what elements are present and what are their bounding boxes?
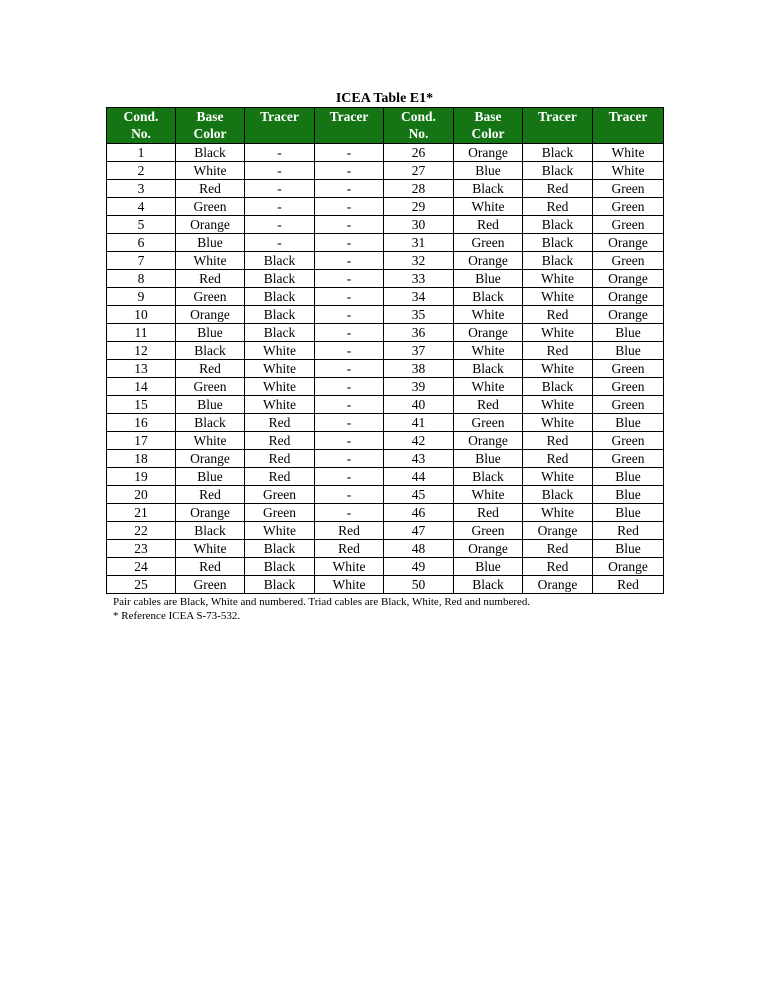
table-cell: Red <box>523 342 593 360</box>
table-cell: Red <box>245 414 315 432</box>
table-cell: 3 <box>107 180 176 198</box>
table-cell: Green <box>593 252 664 270</box>
table-cell: Blue <box>176 324 245 342</box>
table-cell: - <box>315 468 384 486</box>
table-cell: 40 <box>384 396 454 414</box>
table-cell: Orange <box>454 324 523 342</box>
table-cell: White <box>523 468 593 486</box>
table-cell: Green <box>593 396 664 414</box>
table-row <box>107 504 664 522</box>
table-cell: - <box>315 198 384 216</box>
column-header <box>245 108 315 144</box>
table-cell: Red <box>176 558 245 576</box>
column-header <box>384 108 454 144</box>
table-cell: 50 <box>384 576 454 594</box>
table-cell: Black <box>523 378 593 396</box>
table-cell: White <box>176 540 245 558</box>
table-row <box>107 342 664 360</box>
table-cell: Green <box>593 432 664 450</box>
table-row <box>107 414 664 432</box>
header-row <box>107 108 664 144</box>
column-header <box>523 108 593 144</box>
table-cell: 35 <box>384 306 454 324</box>
table-cell: 16 <box>107 414 176 432</box>
table-cell: - <box>315 306 384 324</box>
table-cell: Black <box>454 576 523 594</box>
table-cell: Green <box>454 522 523 540</box>
column-header-line: No. <box>408 126 429 141</box>
table-cell: Blue <box>454 558 523 576</box>
table-cell: Red <box>454 216 523 234</box>
table-cell: White <box>593 144 664 162</box>
table-cell: Green <box>593 360 664 378</box>
color-code-table <box>106 107 664 594</box>
table-cell: White <box>315 558 384 576</box>
table-cell: 36 <box>384 324 454 342</box>
table-cell: Red <box>245 468 315 486</box>
table-cell: - <box>245 162 315 180</box>
table-cell: - <box>315 234 384 252</box>
table-cell: White <box>523 504 593 522</box>
table-cell: Orange <box>454 144 523 162</box>
table-cell: 5 <box>107 216 176 234</box>
table-cell: - <box>315 270 384 288</box>
table-cell: - <box>315 414 384 432</box>
table-cell: Green <box>593 216 664 234</box>
table-cell: Orange <box>593 270 664 288</box>
table-cell: Red <box>593 522 664 540</box>
table-cell: Blue <box>176 234 245 252</box>
table-cell: Green <box>176 288 245 306</box>
table-row <box>107 540 664 558</box>
table-row <box>107 234 664 252</box>
table-cell: Green <box>454 234 523 252</box>
column-header <box>593 108 664 144</box>
table-cell: - <box>315 450 384 468</box>
table-cell: White <box>245 522 315 540</box>
table-cell: Orange <box>454 432 523 450</box>
table-cell: 48 <box>384 540 454 558</box>
table-cell: White <box>245 396 315 414</box>
column-header-line: Base <box>196 109 224 124</box>
column-header-line: Tracer <box>538 109 577 124</box>
table-cell: 6 <box>107 234 176 252</box>
table-cell: Orange <box>176 504 245 522</box>
table-cell: Red <box>454 504 523 522</box>
table-cell: Blue <box>176 396 245 414</box>
table-cell: Green <box>593 378 664 396</box>
column-header-line: Tracer <box>260 109 299 124</box>
table-cell: 30 <box>384 216 454 234</box>
table-cell: - <box>315 324 384 342</box>
table-cell: White <box>454 306 523 324</box>
table-cell: Red <box>523 180 593 198</box>
table-cell: 27 <box>384 162 454 180</box>
table-cell: 23 <box>107 540 176 558</box>
table-cell: Blue <box>593 342 664 360</box>
table-cell: Red <box>176 180 245 198</box>
table-row <box>107 288 664 306</box>
table-row <box>107 306 664 324</box>
table-cell: Black <box>523 216 593 234</box>
column-header <box>454 108 523 144</box>
table-row <box>107 144 664 162</box>
table-cell: 26 <box>384 144 454 162</box>
table-cell: 2 <box>107 162 176 180</box>
table-cell: 45 <box>384 486 454 504</box>
table-cell: Red <box>593 576 664 594</box>
table-cell: White <box>245 360 315 378</box>
table-cell: - <box>315 288 384 306</box>
table-cell: 32 <box>384 252 454 270</box>
column-header-line: Cond. <box>401 109 436 124</box>
table-cell: Orange <box>593 558 664 576</box>
table-cell: Black <box>176 342 245 360</box>
column-header-line: Tracer <box>329 109 369 124</box>
column-header-line: Color <box>471 126 505 141</box>
table-cell: Blue <box>593 468 664 486</box>
table-cell: 25 <box>107 576 176 594</box>
table-row <box>107 162 664 180</box>
table-cell: 12 <box>107 342 176 360</box>
table-cell: White <box>523 360 593 378</box>
column-header-line: No. <box>131 126 151 141</box>
table-cell: 33 <box>384 270 454 288</box>
table-cell: Red <box>454 396 523 414</box>
table-cell: Black <box>454 180 523 198</box>
table-cell: - <box>315 432 384 450</box>
table-cell: Red <box>245 432 315 450</box>
table-row <box>107 324 664 342</box>
table-cell: 11 <box>107 324 176 342</box>
table-row <box>107 450 664 468</box>
table-cell: Red <box>523 558 593 576</box>
table-cell: White <box>315 576 384 594</box>
table-cell: 34 <box>384 288 454 306</box>
table-row <box>107 486 664 504</box>
column-header-line: Tracer <box>608 109 648 124</box>
table-cell: Orange <box>176 306 245 324</box>
table-cell: 1 <box>107 144 176 162</box>
table-cell: Orange <box>523 522 593 540</box>
table-cell: Orange <box>593 288 664 306</box>
table-cell: Black <box>245 270 315 288</box>
table-cell: 20 <box>107 486 176 504</box>
table-cell: Green <box>593 180 664 198</box>
table-cell: White <box>593 162 664 180</box>
table-cell: Red <box>523 540 593 558</box>
table-cell: 43 <box>384 450 454 468</box>
table-cell: Green <box>245 504 315 522</box>
table-cell: Black <box>245 288 315 306</box>
table-cell: 19 <box>107 468 176 486</box>
table-cell: White <box>176 252 245 270</box>
table-cell: Blue <box>454 270 523 288</box>
table-cell: 46 <box>384 504 454 522</box>
table-cell: Blue <box>593 324 664 342</box>
table-cell: White <box>176 432 245 450</box>
table-cell: - <box>245 216 315 234</box>
table-cell: - <box>245 180 315 198</box>
table-cell: White <box>245 378 315 396</box>
table-cell: White <box>454 342 523 360</box>
table-body <box>107 144 664 594</box>
table-cell: Black <box>176 522 245 540</box>
table-cell: Orange <box>454 252 523 270</box>
table-cell: Black <box>245 540 315 558</box>
table-cell: Orange <box>176 216 245 234</box>
table-cell: White <box>523 396 593 414</box>
table-row <box>107 558 664 576</box>
table-cell: Red <box>176 486 245 504</box>
column-header <box>315 108 384 144</box>
table-cell: 9 <box>107 288 176 306</box>
table-cell: Black <box>454 360 523 378</box>
table-row <box>107 270 664 288</box>
column-header <box>107 108 176 144</box>
table-cell: 29 <box>384 198 454 216</box>
table-cell: 7 <box>107 252 176 270</box>
table-title: ICEA Table E1* <box>335 91 434 106</box>
table-cell: - <box>315 486 384 504</box>
table-cell: - <box>245 198 315 216</box>
table-cell: White <box>523 288 593 306</box>
table-cell: Red <box>245 450 315 468</box>
table-cell: 24 <box>107 558 176 576</box>
table-cell: Blue <box>176 468 245 486</box>
table-cell: Blue <box>454 162 523 180</box>
column-header-line: Color <box>193 126 227 141</box>
table-cell: 41 <box>384 414 454 432</box>
table-cell: Black <box>245 306 315 324</box>
table-cell: 49 <box>384 558 454 576</box>
table-cell: Black <box>523 486 593 504</box>
table-cell: White <box>454 378 523 396</box>
table-cell: 47 <box>384 522 454 540</box>
table-row <box>107 378 664 396</box>
table-row <box>107 252 664 270</box>
footnote-pair-triad: Pair cables are Black, White and numbered. Triad cables are Black, White, Red and numbered. <box>113 596 531 608</box>
table-cell: Black <box>245 558 315 576</box>
table-cell: Red <box>523 450 593 468</box>
table-cell: Black <box>523 234 593 252</box>
table-cell: Black <box>523 162 593 180</box>
table-cell: Black <box>245 252 315 270</box>
table-cell: - <box>315 180 384 198</box>
table-cell: Blue <box>593 540 664 558</box>
table-cell: White <box>523 324 593 342</box>
table-row <box>107 522 664 540</box>
table-cell: Green <box>454 414 523 432</box>
table-cell: White <box>523 414 593 432</box>
table-cell: White <box>454 486 523 504</box>
table-cell: Black <box>454 468 523 486</box>
document <box>106 90 663 623</box>
table-cell: White <box>245 342 315 360</box>
table-cell: Red <box>315 522 384 540</box>
table-cell: Blue <box>454 450 523 468</box>
table-cell: Black <box>176 144 245 162</box>
table-cell: 42 <box>384 432 454 450</box>
table-row <box>107 396 664 414</box>
table-cell: 8 <box>107 270 176 288</box>
table-cell: 37 <box>384 342 454 360</box>
table-cell: 31 <box>384 234 454 252</box>
table-cell: Green <box>176 576 245 594</box>
table-cell: 14 <box>107 378 176 396</box>
table-cell: - <box>315 162 384 180</box>
table-cell: Blue <box>593 486 664 504</box>
table-cell: 44 <box>384 468 454 486</box>
table-cell: 28 <box>384 180 454 198</box>
table-cell: Blue <box>593 414 664 432</box>
table-cell: - <box>315 144 384 162</box>
table-cell: 15 <box>107 396 176 414</box>
table-cell: Orange <box>176 450 245 468</box>
table-cell: 10 <box>107 306 176 324</box>
table-cell: White <box>176 162 245 180</box>
table-cell: Red <box>176 270 245 288</box>
table-cell: Green <box>593 450 664 468</box>
table-cell: Red <box>176 360 245 378</box>
table-cell: Green <box>593 198 664 216</box>
table-row <box>107 180 664 198</box>
table-cell: Blue <box>593 504 664 522</box>
table-cell: Red <box>523 198 593 216</box>
table-row <box>107 432 664 450</box>
column-header-line: Base <box>474 109 502 124</box>
table-row <box>107 468 664 486</box>
table-cell: Green <box>176 198 245 216</box>
footnote-reference: * Reference ICEA S-73-532. <box>113 610 241 622</box>
table-cell: - <box>315 360 384 378</box>
column-header-line: Cond. <box>123 109 159 124</box>
table-cell: 22 <box>107 522 176 540</box>
table-cell: Green <box>176 378 245 396</box>
table-cell: Black <box>176 414 245 432</box>
table-cell: White <box>454 198 523 216</box>
table-cell: Black <box>245 324 315 342</box>
table-row <box>107 216 664 234</box>
table-cell: Black <box>245 576 315 594</box>
table-cell: 38 <box>384 360 454 378</box>
table-cell: Orange <box>454 540 523 558</box>
table-cell: - <box>315 504 384 522</box>
table-cell: Red <box>523 432 593 450</box>
column-header <box>176 108 245 144</box>
table-cell: - <box>315 252 384 270</box>
table-cell: Red <box>523 306 593 324</box>
table-cell: 21 <box>107 504 176 522</box>
table-cell: Black <box>523 144 593 162</box>
table-cell: Black <box>454 288 523 306</box>
table-row <box>107 360 664 378</box>
table-cell: 17 <box>107 432 176 450</box>
table-cell: - <box>315 396 384 414</box>
table-row <box>107 198 664 216</box>
table-cell: Black <box>523 252 593 270</box>
table-cell: - <box>315 342 384 360</box>
table-cell: Red <box>315 540 384 558</box>
table-cell: 13 <box>107 360 176 378</box>
table-cell: 39 <box>384 378 454 396</box>
table-cell: 18 <box>107 450 176 468</box>
table-cell: 4 <box>107 198 176 216</box>
table-cell: - <box>315 378 384 396</box>
table-row <box>107 576 664 594</box>
table-cell: Orange <box>593 234 664 252</box>
table-cell: - <box>245 144 315 162</box>
table-cell: Orange <box>593 306 664 324</box>
table-cell: Green <box>245 486 315 504</box>
table-cell: - <box>245 234 315 252</box>
table-cell: Orange <box>523 576 593 594</box>
table-cell: White <box>523 270 593 288</box>
table-cell: - <box>315 216 384 234</box>
